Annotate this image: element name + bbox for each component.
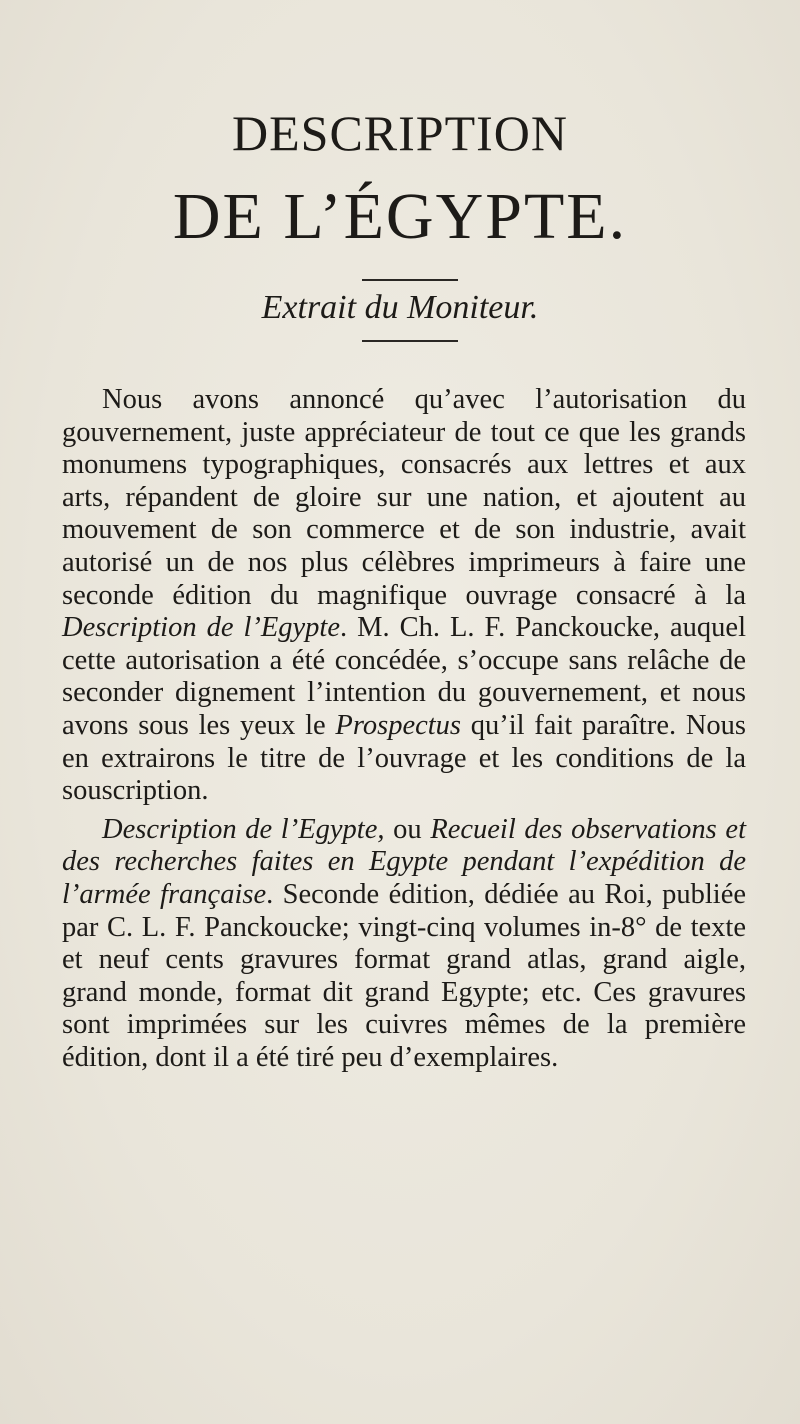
paragraph-1-text-1: Nous avons annoncé qu’avec l’autorisation du gouvernement, juste appréciateur de tout ce que les grands monumens typographiques, consacrés aux lettres et aux arts, répandent de gloire sur une nation, et ajoutent au mouvement de son commerce et de son industrie, avait autorisé un de nos plus célèbres imprimeurs à faire une seconde édition du magnifique ouvrage consacré à la — [62, 384, 746, 611]
subtitle: Extrait du Moniteur. — [261, 289, 539, 326]
paragraph-2-text-2: . Seconde édition, dédiée au Roi, publiée par C. L. F. Panckoucke; vingt-cinq volumes in-8° de texte et neuf cents gravures format grand atlas, grand aigle, grand monde, format dit grand Egypte; etc. Ces gravures sont imprimées sur les cuivres mêmes de la première édition, dont il a été tiré peu d’exemplaires. — [62, 878, 746, 1073]
paragraph-1 — [62, 384, 746, 808]
paragraph-2-text-1: ou — [384, 813, 431, 845]
paragraph-2-italic-subtitle: Recueil des observations et des recherches faites en Egypte pendant l’expédition de l’armée française — [62, 813, 746, 910]
title-line-2: DE L’ÉGYPTE. — [172, 180, 628, 253]
paragraph-1-italic-prospectus: Prospectus — [335, 709, 461, 741]
paragraph-1-text-3: qu’il fait paraître. Nous en extrairons le titre de l’ouvrage et les conditions de la souscription. — [62, 709, 746, 807]
divider-top — [362, 279, 458, 281]
paragraph-2 — [62, 814, 746, 1075]
paragraph-1-italic-title: Description de l’Egypte — [62, 612, 340, 644]
title-line-1: DESCRIPTION — [231, 105, 569, 161]
body-text — [62, 384, 746, 1074]
paragraph-2-italic-title: Description de l’Egypte, — [102, 813, 385, 845]
divider-bottom — [362, 340, 458, 342]
paragraph-1-text-2: . M. Ch. L. F. Panckoucke, auquel cette autorisation a été concédée, s’occupe sans relâche de seconder dignement l’intention du gouvernement, et nous avons sous les yeux le — [62, 612, 746, 741]
